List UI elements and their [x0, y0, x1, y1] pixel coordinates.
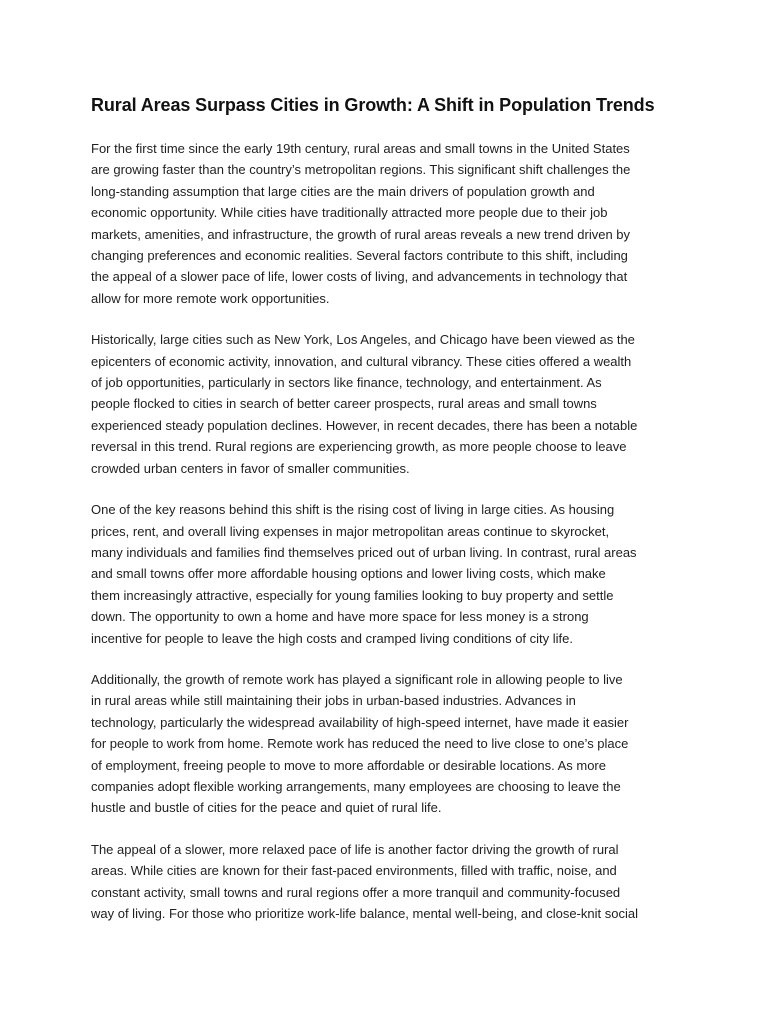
text-line: people flocked to cities in search of better career prospects, rural areas and small towns	[91, 396, 597, 412]
paragraph-1	[91, 138, 691, 309]
text-line: incentive for people to leave the high costs and cramped living conditions of city life.	[91, 630, 573, 646]
text-line: of employment, freeing people to move to more affordable or desirable locations. As more	[91, 757, 606, 773]
text-line: experienced steady population declines. However, in recent decades, there has been a notable	[91, 417, 638, 433]
text-line: For the first time since the early 19th century, rural areas and small towns in the United States	[91, 141, 630, 156]
text-line: Historically, large cities such as New York, Los Angeles, and Chicago have been viewed as the	[91, 332, 635, 348]
document-title: Rural Areas Surpass Cities in Growth: A Shift in Population Trends	[91, 95, 655, 115]
text-line: them increasingly attractive, especially for young families looking to buy property and settle	[91, 587, 614, 603]
text-line: areas. While cities are known for their fast-paced environments, filled with traffic, noise, and	[91, 863, 617, 879]
paragraph-2	[91, 329, 691, 479]
paragraph-4	[91, 669, 691, 819]
text-line: changing preferences and economic realities. Several factors contribute to this shift, including	[91, 248, 628, 264]
document-page	[91, 92, 691, 944]
text-line: way of living. For those who prioritize work-life balance, mental well-being, and close-knit social	[91, 906, 638, 921]
text-line: the appeal of a slower pace of life, lower costs of living, and advancements in technology that	[91, 269, 628, 285]
text-line: in rural areas while still maintaining their jobs in urban-based industries. Advances in	[91, 693, 576, 709]
text-line: hustle and bustle of cities for the peace and quiet of rural life.	[91, 800, 442, 816]
text-line: down. The opportunity to own a home and have more space for less money is a strong	[91, 609, 589, 625]
text-line: constant activity, small towns and rural regions offer a more tranquil and community-focused	[91, 884, 621, 900]
text-line: The appeal of a slower, more relaxed pace of life is another factor driving the growth of rural	[91, 841, 619, 857]
text-line: One of the key reasons behind this shift is the rising cost of living in large cities. As housing	[91, 502, 615, 518]
text-line: crowded urban centers in favor of smaller communities.	[91, 460, 410, 476]
text-line: long-standing assumption that large cities are the main drivers of population growth and	[91, 183, 595, 199]
paragraph-5	[91, 839, 691, 925]
text-line: economic opportunity. While cities have traditionally attracted more people due to their job	[91, 205, 608, 221]
text-line: markets, amenities, and infrastructure, the growth of rural areas reveals a new trend driven by	[91, 226, 631, 242]
paragraph-3	[91, 499, 691, 649]
text-line: for people to work from home. Remote work has reduced the need to live close to one’s place	[91, 736, 629, 752]
text-line: many individuals and families find themselves priced out of urban living. In contrast, rural areas	[91, 544, 637, 560]
text-line: and small towns offer more affordable housing options and lower living costs, which make	[91, 566, 606, 582]
text-line: Additionally, the growth of remote work has played a significant role in allowing people to live	[91, 671, 623, 687]
text-line: epicenters of economic activity, innovation, and cultural vibrancy. These cities offered a wealth	[91, 353, 632, 369]
text-line: prices, rent, and overall living expenses in major metropolitan areas continue to skyrocket,	[91, 523, 610, 539]
text-line: companies adopt flexible working arrangements, many employees are choosing to leave the	[91, 778, 621, 794]
text-line: are growing faster than the country’s metropolitan regions. This significant shift challenges the	[91, 162, 631, 178]
text-line: allow for more remote work opportunities.	[91, 290, 330, 306]
text-line: technology, particularly the widespread availability of high-speed internet, have made it easier	[91, 714, 629, 730]
text-line: reversal in this trend. Rural regions are experiencing growth, as more people choose to leave	[91, 439, 627, 455]
text-line: of job opportunities, particularly in sectors like finance, technology, and entertainment. As	[91, 375, 602, 391]
